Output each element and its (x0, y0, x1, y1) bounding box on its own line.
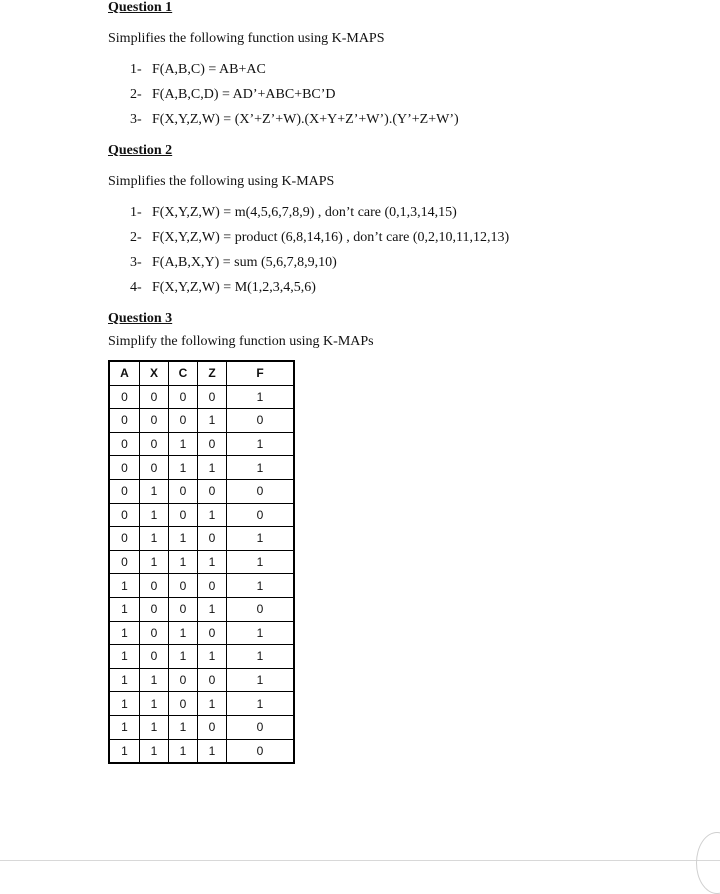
cell-f: 1 (227, 527, 295, 551)
question-2-heading: Question 2 (108, 143, 173, 158)
cell-x: 1 (140, 692, 169, 716)
question-1-intro: Simplifies the following function using K-MAPS (108, 31, 385, 46)
cell-z: 0 (198, 668, 227, 692)
cell-f: 0 (227, 479, 295, 503)
cell-f: 0 (227, 739, 295, 763)
cell-f: 1 (227, 668, 295, 692)
cell-c: 0 (169, 574, 198, 598)
question-1-item-3 (130, 112, 459, 128)
cell-a: 0 (109, 550, 140, 574)
item-text: F(A,B,C) = AB+AC (152, 62, 266, 77)
cell-c: 1 (169, 456, 198, 480)
cell-f: 1 (227, 692, 295, 716)
cell-a: 1 (109, 574, 140, 598)
item-number: 1- (130, 62, 142, 77)
cell-a: 1 (109, 645, 140, 669)
cell-x: 0 (140, 597, 169, 621)
cell-f: 1 (227, 456, 295, 480)
question-2-item-4 (130, 280, 316, 296)
item-text: F(A,B,C,D) = AD’+ABC+BC’D (152, 87, 336, 102)
cell-c: 0 (169, 503, 198, 527)
cell-x: 0 (140, 409, 169, 433)
cell-x: 0 (140, 574, 169, 598)
cell-a: 0 (109, 527, 140, 551)
cell-x: 1 (140, 527, 169, 551)
table-row (109, 668, 294, 692)
cell-a: 0 (109, 479, 140, 503)
cell-x: 1 (140, 739, 169, 763)
truth-table (108, 360, 295, 764)
cell-x: 1 (140, 550, 169, 574)
cell-f: 1 (227, 574, 295, 598)
question-2-item-2 (130, 230, 509, 246)
cell-a: 1 (109, 739, 140, 763)
cell-f: 1 (227, 550, 295, 574)
cell-a: 0 (109, 432, 140, 456)
item-text: F(X,Y,Z,W) = m(4,5,6,7,8,9) , don’t care (0,1,3,14,15) (152, 205, 457, 220)
cell-c: 0 (169, 479, 198, 503)
cell-c: 0 (169, 385, 198, 409)
table-row (109, 409, 294, 433)
cell-x: 0 (140, 621, 169, 645)
cell-z: 1 (198, 692, 227, 716)
table-row (109, 527, 294, 551)
table-row (109, 692, 294, 716)
column-header-x: X (140, 361, 169, 385)
table-row (109, 550, 294, 574)
column-header-f: F (227, 361, 295, 385)
cell-c: 0 (169, 597, 198, 621)
cell-z: 0 (198, 574, 227, 598)
cell-a: 1 (109, 597, 140, 621)
table-row (109, 456, 294, 480)
cell-x: 1 (140, 479, 169, 503)
table-row (109, 503, 294, 527)
cell-f: 0 (227, 503, 295, 527)
question-1-item-1 (130, 62, 266, 78)
cell-z: 0 (198, 715, 227, 739)
cell-x: 0 (140, 456, 169, 480)
cell-c: 0 (169, 668, 198, 692)
cell-f: 1 (227, 432, 295, 456)
cell-f: 1 (227, 645, 295, 669)
cell-z: 0 (198, 527, 227, 551)
table-row (109, 715, 294, 739)
item-text: F(A,B,X,Y) = sum (5,6,7,8,9,10) (152, 255, 337, 270)
table-row (109, 432, 294, 456)
question-2-item-1 (130, 205, 457, 221)
cell-c: 1 (169, 550, 198, 574)
cell-x: 0 (140, 385, 169, 409)
cell-a: 1 (109, 692, 140, 716)
cell-z: 1 (198, 645, 227, 669)
cell-a: 0 (109, 385, 140, 409)
item-number: 2- (130, 87, 142, 102)
item-number: 4- (130, 280, 142, 295)
cell-a: 0 (109, 456, 140, 480)
cell-z: 0 (198, 385, 227, 409)
item-number: 1- (130, 205, 142, 220)
cell-c: 0 (169, 409, 198, 433)
table-row (109, 621, 294, 645)
truth-table-header-row (109, 361, 294, 385)
table-row (109, 574, 294, 598)
cell-f: 0 (227, 409, 295, 433)
question-1-heading: Question 1 (108, 0, 173, 15)
cell-f: 1 (227, 385, 295, 409)
table-row (109, 597, 294, 621)
cell-a: 1 (109, 668, 140, 692)
cell-z: 0 (198, 432, 227, 456)
table-row (109, 385, 294, 409)
cell-z: 0 (198, 621, 227, 645)
cell-z: 1 (198, 503, 227, 527)
cell-a: 1 (109, 621, 140, 645)
cell-x: 0 (140, 432, 169, 456)
item-text: F(X,Y,Z,W) = M(1,2,3,4,5,6) (152, 280, 316, 295)
cell-a: 1 (109, 715, 140, 739)
question-2-intro: Simplifies the following using K-MAPS (108, 174, 335, 189)
cell-x: 0 (140, 645, 169, 669)
cell-z: 1 (198, 550, 227, 574)
cell-z: 1 (198, 739, 227, 763)
item-text: F(X,Y,Z,W) = (X’+Z’+W).(X+Y+Z’+W’).(Y’+Z+W’) (152, 112, 459, 127)
table-row (109, 479, 294, 503)
table-row (109, 645, 294, 669)
item-text: F(X,Y,Z,W) = product (6,8,14,16) , don’t care (0,2,10,11,12,13) (152, 230, 510, 245)
column-header-z: Z (198, 361, 227, 385)
cell-c: 1 (169, 621, 198, 645)
cell-x: 1 (140, 503, 169, 527)
cell-f: 1 (227, 621, 295, 645)
cell-z: 1 (198, 456, 227, 480)
cell-x: 1 (140, 715, 169, 739)
cell-c: 1 (169, 432, 198, 456)
cell-c: 1 (169, 739, 198, 763)
item-number: 3- (130, 255, 142, 270)
page-bottom-divider (0, 860, 720, 861)
cell-z: 1 (198, 597, 227, 621)
cell-f: 0 (227, 715, 295, 739)
item-number: 2- (130, 230, 142, 245)
cell-a: 0 (109, 409, 140, 433)
table-row (109, 739, 294, 763)
cell-c: 1 (169, 527, 198, 551)
question-1-item-2 (130, 87, 336, 103)
cell-x: 1 (140, 668, 169, 692)
question-2-item-3 (130, 255, 337, 271)
column-header-c: C (169, 361, 198, 385)
cell-c: 1 (169, 645, 198, 669)
cell-a: 0 (109, 503, 140, 527)
cell-c: 0 (169, 692, 198, 716)
item-number: 3- (130, 112, 142, 127)
cell-c: 1 (169, 715, 198, 739)
cell-f: 0 (227, 597, 295, 621)
cell-z: 0 (198, 479, 227, 503)
page-corner-curl (696, 832, 720, 894)
question-3-intro: Simplify the following function using K-MAPs (108, 334, 374, 349)
question-3-heading: Question 3 (108, 311, 173, 326)
column-header-a: A (109, 361, 140, 385)
cell-z: 1 (198, 409, 227, 433)
